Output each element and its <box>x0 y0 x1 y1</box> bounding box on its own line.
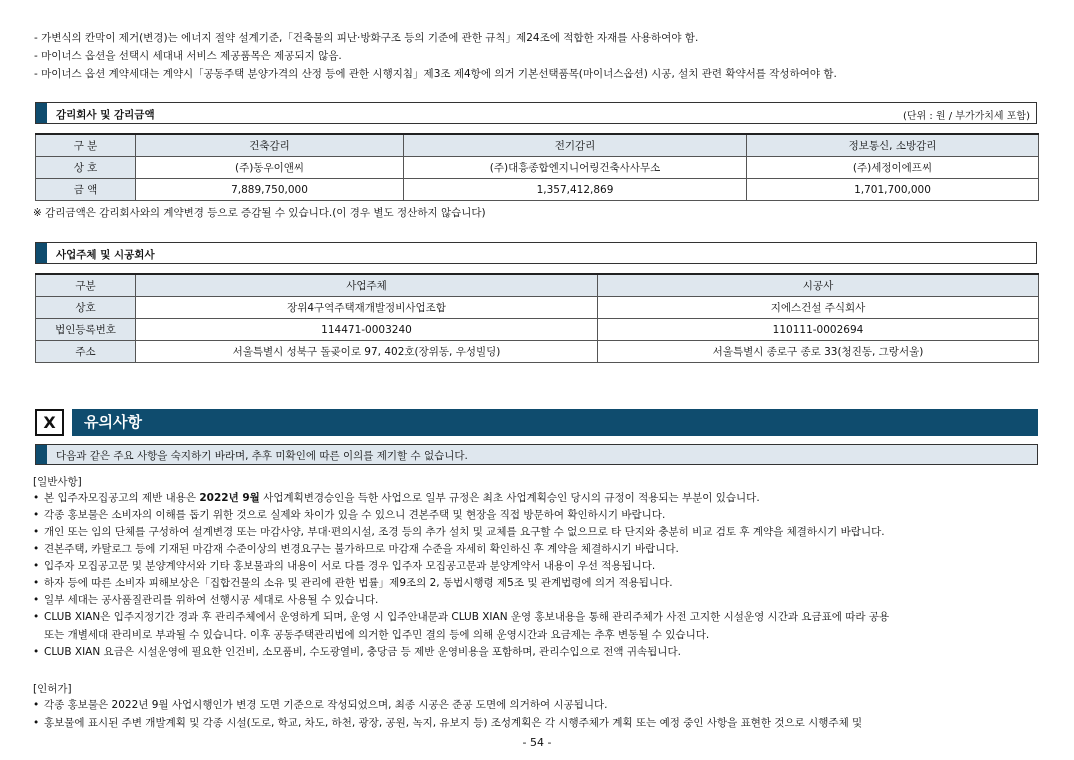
list-item <box>33 593 378 607</box>
table-header-cell: 시공사 <box>598 274 1039 297</box>
list-item-text: 개인 또는 임의 단체를 구성하여 설계변경 또는 마감사양, 부대·편의시설, 조경 등의 추가 설치 및 교체를 요구할 수 없으므로 타 단지와 충분히 비교 검토 후 계약을 체결하시기 바랍니다. <box>44 526 885 538</box>
business-table <box>35 273 1039 363</box>
table-row <box>36 297 1039 319</box>
section-number-box: X <box>35 409 64 436</box>
list-item <box>33 698 608 712</box>
table-row <box>36 341 1039 363</box>
list-item-text: 사업계획변경승인을 득한 사업으로 일부 규정은 최초 사업계획승인 당시의 규정이 적용되는 부분이 있습니다. <box>259 492 760 504</box>
table-header-row <box>36 134 1039 157</box>
table-cell: 114471-0003240 <box>136 319 598 341</box>
table-header-cell: 정보통신, 소방감리 <box>747 134 1039 157</box>
list-item-text: 입주자 모집공고문 및 분양계약서와 기타 홍보물과의 내용이 서로 다를 경우 입주자 모집공고문과 분양계약서 내용이 우선 적용됩니다. <box>44 560 656 572</box>
table-header-row <box>36 274 1039 297</box>
list-item <box>33 542 679 556</box>
row-label: 상 호 <box>36 157 136 179</box>
table-cell: (주)동우이앤씨 <box>136 157 404 179</box>
row-label: 금 액 <box>36 179 136 201</box>
section-marker <box>36 103 47 123</box>
top-note-2: - 마이너스 옵션을 선택시 세대내 서비스 제공품목은 제공되지 않음. <box>34 50 342 62</box>
section-marker <box>36 243 47 263</box>
list-item-text: 각종 홍보물은 2022년 9월 사업시행인가 변경 도면 기준으로 작성되었으며, 최종 시공은 준공 도면에 의거하여 시공됩니다. <box>44 699 608 711</box>
table-header-cell: 구 분 <box>36 134 136 157</box>
list-item-continuation: 또는 개별세대 관리비로 부과될 수 있습니다. 이후 공동주택관리법에 의거한 입주민 결의 등에 의해 운영시간과 요금제는 추후 변동될 수 있습니다. <box>44 629 710 641</box>
supervision-unit: (단위 : 원 / 부가가치세 포함) <box>902 111 1030 122</box>
table-cell: 서울특별시 성북구 돌곶이로 97, 402호(장위동, 우성빌딩) <box>136 341 598 363</box>
business-title: 사업주체 및 시공회사 <box>56 249 155 261</box>
table-row <box>36 179 1039 201</box>
table-cell: 7,889,750,000 <box>136 179 404 201</box>
page-number: - 54 - <box>522 736 552 749</box>
table-header-cell: 구분 <box>36 274 136 297</box>
bullet-icon: • <box>33 594 40 606</box>
supervision-table <box>35 133 1039 201</box>
list-item <box>33 559 655 573</box>
table-row <box>36 319 1039 341</box>
bullet-icon: • <box>33 717 40 729</box>
list-item <box>33 525 885 539</box>
bullet-icon: • <box>33 509 40 521</box>
table-cell: 1,357,412,869 <box>404 179 747 201</box>
table-cell: 장위4구역주택재개발정비사업조합 <box>136 297 598 319</box>
list-item-text: 본 입주자모집공고의 제반 내용은 <box>44 492 200 504</box>
list-item <box>33 716 862 730</box>
table-header-cell: 사업주체 <box>136 274 598 297</box>
table-cell: (주)대흥종합엔지니어링건축사사무소 <box>404 157 747 179</box>
list-item <box>33 576 673 590</box>
list-item <box>33 645 681 659</box>
supervision-note: ※ 감리금액은 감리회사와의 계약변경 등으로 증감될 수 있습니다.(이 경우 별도 정산하지 않습니다) <box>33 207 486 219</box>
table-row <box>36 157 1039 179</box>
top-note-1: - 가변식의 칸막이 제거(변경)는 에너지 절약 설계기준,「건축물의 피난·방화구조 등의 기준에 관한 규칙」제24조에 적합한 자재를 사용하여야 함. <box>34 32 699 44</box>
table-header-cell: 건축감리 <box>136 134 404 157</box>
row-label: 주소 <box>36 341 136 363</box>
section-marker <box>36 445 47 464</box>
list-item-emphasis: 2022년 9월 <box>199 492 260 504</box>
bullet-icon: • <box>33 577 40 589</box>
list-item-text: CLUB XIAN 요금은 시설운영에 필요한 인건비, 소모품비, 수도광열비, 충당금 등 제반 운영비용을 포함하며, 관리수입으로 전액 귀속됩니다. <box>44 646 681 658</box>
row-label: 법인등록번호 <box>36 319 136 341</box>
list-item-text: 견본주택, 카탈로그 등에 기재된 마감재 수준이상의 변경요구는 불가하므로 마감재 수준을 자세히 확인하신 후 계약을 체결하시기 바랍니다. <box>44 543 679 555</box>
bullet-icon: • <box>33 492 40 504</box>
table-cell: 지에스건설 주식회사 <box>598 297 1039 319</box>
supervision-title: 감리회사 및 감리금액 <box>56 109 155 121</box>
list-item <box>33 610 889 624</box>
bullet-icon: • <box>33 646 40 658</box>
list-item-text: CLUB XIAN은 입주지정기간 경과 후 관리주체에서 운영하게 되며, 운영 시 입주안내문과 CLUB XIAN 운영 홍보내용을 통해 관리주체가 사전 고지한 시설운영 시간과 요금표에 따라 공용 <box>44 611 890 623</box>
list-item-text: 하자 등에 따른 소비자 피해보상은「집합건물의 소유 및 관리에 관한 법률」제9조의 2, 동법시행령 제5조 및 관계법령에 의거 적용됩니다. <box>44 577 673 589</box>
business-section-header <box>35 242 1037 264</box>
table-cell: 1,701,700,000 <box>747 179 1039 201</box>
list-item <box>33 508 665 522</box>
table-cell: (주)세정이에프씨 <box>747 157 1039 179</box>
top-note-3: - 마이너스 옵션 계약세대는 계약시「공동주택 분양가격의 산정 등에 관한 시행지침」제3조 제4항에 의거 기본선택품목(마이너스옵션) 시공, 설치 관련 확약서를 작성하여야 함. <box>34 68 837 80</box>
table-cell: 110111-0002694 <box>598 319 1039 341</box>
bullet-icon: • <box>33 560 40 572</box>
bullet-icon: • <box>33 543 40 555</box>
permits-heading: [인허가] <box>33 683 72 695</box>
table-header-cell: 전기감리 <box>404 134 747 157</box>
bullet-icon: • <box>33 699 40 711</box>
bullet-icon: • <box>33 526 40 538</box>
bullet-icon: • <box>33 611 40 623</box>
general-heading: [일반사항] <box>33 476 82 488</box>
list-item-text: 홍보물에 표시된 주변 개발계획 및 각종 시설(도로, 학교, 차도, 하천, 광장, 공원, 녹지, 유보지 등) 조성계획은 각 시행주체가 계획 또는 예정 중인 사항을 표현한 것으로 시행주체 및 <box>44 717 863 729</box>
list-item-text: 일부 세대는 공사품질관리를 위하여 선행시공 세대로 사용될 수 있습니다. <box>44 594 379 606</box>
list-item <box>33 491 760 505</box>
list-item-text: 각종 홍보물은 소비자의 이해를 돕기 위한 것으로 실제와 차이가 있을 수 있으니 견본주택 및 현장을 직접 방문하여 확인하시기 바랍니다. <box>44 509 666 521</box>
supervision-section-header <box>35 102 1037 124</box>
section-intro-box <box>35 444 1038 465</box>
section-title: 유의사항 <box>72 409 1038 436</box>
section-intro-text: 다음과 같은 주요 사항을 숙지하기 바라며, 추후 미확인에 따른 이의를 제기할 수 없습니다. <box>56 450 468 462</box>
table-cell: 서울특별시 종로구 종로 33(청진동, 그랑서울) <box>598 341 1039 363</box>
row-label: 상호 <box>36 297 136 319</box>
